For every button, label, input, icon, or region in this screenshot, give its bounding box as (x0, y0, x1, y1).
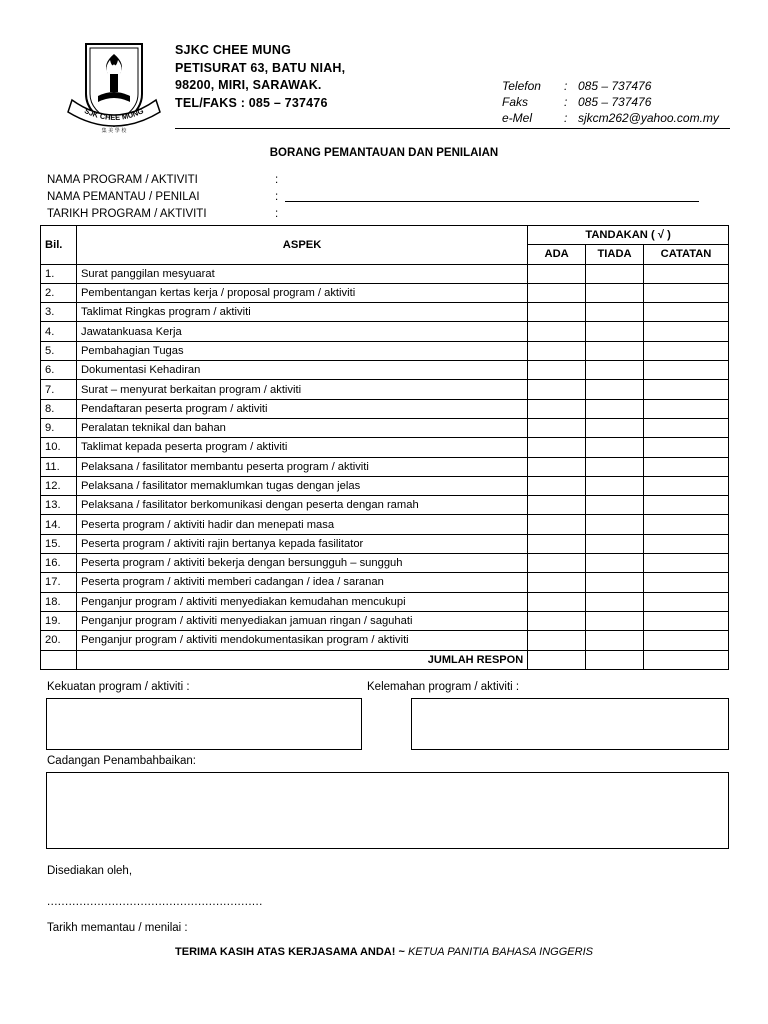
row-number: 14. (41, 515, 77, 534)
contact-row (502, 78, 719, 94)
row-tiada-cell[interactable] (586, 496, 644, 515)
row-ada-cell[interactable] (528, 303, 586, 322)
row-aspek: Peserta program / aktiviti rajin bertanya kepada fasilitator (76, 534, 527, 553)
table-row (41, 534, 729, 553)
logo-text: SJK CHEE MUNG (83, 106, 145, 123)
row-tiada-cell[interactable] (586, 264, 644, 283)
row-number: 15. (41, 534, 77, 553)
row-ada-cell[interactable] (528, 418, 586, 437)
contact-sep: : (564, 79, 568, 93)
field-label: TARIKH PROGRAM / AKTIVITI (47, 207, 207, 220)
aspek-table (40, 225, 729, 670)
field-colon: : (275, 173, 279, 186)
table-row (41, 611, 729, 630)
row-catatan-cell[interactable] (644, 573, 729, 592)
row-catatan-cell[interactable] (644, 631, 729, 650)
signature-line[interactable]: ............................................................ (47, 896, 263, 908)
row-aspek: Pendaftaran peserta program / aktiviti (76, 399, 527, 418)
row-ada-cell[interactable] (528, 631, 586, 650)
table-row (41, 303, 729, 322)
row-aspek: Taklimat Ringkas program / aktiviti (76, 303, 527, 322)
row-tiada-cell[interactable] (586, 380, 644, 399)
row-catatan-cell[interactable] (644, 418, 729, 437)
table-row (41, 264, 729, 283)
row-ada-cell[interactable] (528, 264, 586, 283)
row-catatan-cell[interactable] (644, 534, 729, 553)
col-ada-header: ADA (528, 245, 586, 264)
row-catatan-cell[interactable] (644, 303, 729, 322)
table-row (41, 476, 729, 495)
total-tiada-cell[interactable] (586, 650, 644, 669)
row-number: 5. (41, 341, 77, 360)
footer-role: KETUA PANITIA BAHASA INGGERIS (407, 946, 593, 958)
row-number: 6. (41, 361, 77, 380)
logo-subtext: 集 美 學 校 (101, 128, 127, 134)
kekuatan-box[interactable] (46, 698, 362, 750)
row-aspek: Pelaksana / fasilitator membantu peserta program / aktiviti (76, 457, 527, 476)
row-aspek: Surat – menyurat berkaitan program / aktiviti (76, 380, 527, 399)
row-ada-cell[interactable] (528, 592, 586, 611)
row-catatan-cell[interactable] (644, 554, 729, 573)
total-blank (41, 650, 77, 669)
contact-block (502, 78, 719, 126)
field-colon: : (275, 207, 279, 220)
contact-label: Telefon (502, 79, 541, 93)
table-row (41, 341, 729, 360)
row-aspek: Pelaksana / fasilitator berkomunikasi dengan peserta dengan ramah (76, 496, 527, 515)
form-fields (47, 171, 699, 222)
col-tandakan-header: TANDAKAN ( √ ) (528, 226, 729, 245)
table-row (41, 438, 729, 457)
form-title: BORANG PEMANTAUAN DAN PENILAIAN (269, 147, 499, 159)
contact-value: sjkcm262@yahoo.com.my (578, 111, 719, 125)
row-catatan-cell[interactable] (644, 592, 729, 611)
row-ada-cell[interactable] (528, 438, 586, 457)
table-row (41, 515, 729, 534)
kelemahan-box[interactable] (411, 698, 729, 750)
table-row (41, 496, 729, 515)
row-number: 8. (41, 399, 77, 418)
row-tiada-cell[interactable] (586, 457, 644, 476)
row-number: 7. (41, 380, 77, 399)
header-divider (175, 128, 730, 129)
row-catatan-cell[interactable] (644, 438, 729, 457)
table-row (41, 380, 729, 399)
total-row (41, 650, 729, 669)
row-ada-cell[interactable] (528, 573, 586, 592)
row-number: 11. (41, 457, 77, 476)
disediakan-label: Disediakan oleh, (47, 865, 133, 877)
field-colon: : (275, 190, 279, 203)
contact-row (502, 94, 719, 110)
row-tiada-cell[interactable] (586, 303, 644, 322)
row-ada-cell[interactable] (528, 554, 586, 573)
row-tiada-cell[interactable] (586, 573, 644, 592)
total-catatan-cell[interactable] (644, 650, 729, 669)
cadangan-box[interactable] (46, 772, 729, 849)
total-ada-cell[interactable] (528, 650, 586, 669)
table-row (41, 573, 729, 592)
row-aspek: Peserta program / aktiviti memberi cadangan / idea / saranan (76, 573, 527, 592)
row-tiada-cell[interactable] (586, 438, 644, 457)
row-catatan-cell[interactable] (644, 361, 729, 380)
school-address-1: PETISURAT 63, BATU NIAH, (175, 60, 346, 75)
row-ada-cell[interactable] (528, 361, 586, 380)
row-tiada-cell[interactable] (586, 611, 644, 630)
row-tiada-cell[interactable] (586, 418, 644, 437)
row-aspek: Surat panggilan mesyuarat (76, 264, 527, 283)
cadangan-label: Cadangan Penambahbaikan: (47, 755, 196, 767)
field-nama-program[interactable] (47, 171, 699, 188)
school-name: SJKC CHEE MUNG (175, 43, 292, 57)
row-number: 12. (41, 476, 77, 495)
field-label: NAMA PEMANTAU / PENILAI (47, 190, 200, 203)
contact-sep: : (564, 95, 568, 109)
row-ada-cell[interactable] (528, 476, 586, 495)
row-ada-cell[interactable] (528, 322, 586, 341)
row-number: 4. (41, 322, 77, 341)
row-aspek: Taklimat kepada peserta program / aktiviti (76, 438, 527, 457)
row-tiada-cell[interactable] (586, 322, 644, 341)
row-number: 2. (41, 283, 77, 302)
row-tiada-cell[interactable] (586, 283, 644, 302)
row-catatan-cell[interactable] (644, 476, 729, 495)
footer-note (0, 946, 768, 958)
field-underline[interactable] (285, 192, 699, 202)
row-ada-cell[interactable] (528, 283, 586, 302)
row-tiada-cell[interactable] (586, 631, 644, 650)
table-row (41, 457, 729, 476)
row-aspek: Penganjur program / aktiviti menyediakan jamuan ringan / saguhati (76, 611, 527, 630)
col-catatan-header: CATATAN (644, 245, 729, 264)
school-info (175, 42, 345, 112)
table-row (41, 399, 729, 418)
row-aspek: Peserta program / aktiviti bekerja dengan bersungguh – sungguh (76, 554, 527, 573)
row-catatan-cell[interactable] (644, 399, 729, 418)
row-ada-cell[interactable] (528, 341, 586, 360)
total-label: JUMLAH RESPON (76, 650, 527, 669)
row-tiada-cell[interactable] (586, 361, 644, 380)
row-catatan-cell[interactable] (644, 496, 729, 515)
row-catatan-cell[interactable] (644, 322, 729, 341)
row-number: 16. (41, 554, 77, 573)
row-catatan-cell[interactable] (644, 341, 729, 360)
field-label: NAMA PROGRAM / AKTIVITI (47, 173, 198, 186)
contact-label: Faks (502, 95, 529, 109)
contact-label: e-Mel (502, 111, 533, 125)
kekuatan-label: Kekuatan program / aktiviti : (47, 681, 190, 693)
row-ada-cell[interactable] (528, 380, 586, 399)
tarikh-menilai-label: Tarikh memantau / menilai : (47, 922, 188, 934)
kelemahan-label: Kelemahan program / aktiviti : (367, 681, 520, 693)
row-aspek: Pembentangan kertas kerja / proposal program / aktiviti (76, 283, 527, 302)
row-aspek: Peserta program / aktiviti hadir dan menepati masa (76, 515, 527, 534)
row-tiada-cell[interactable] (586, 554, 644, 573)
col-bil-header: Bil. (41, 226, 77, 265)
row-number: 18. (41, 592, 77, 611)
contact-value: 085 – 737476 (578, 79, 652, 93)
row-catatan-cell[interactable] (644, 380, 729, 399)
row-number: 9. (41, 418, 77, 437)
row-number: 1. (41, 264, 77, 283)
row-catatan-cell[interactable] (644, 264, 729, 283)
table-row (41, 322, 729, 341)
col-tiada-header: TIADA (586, 245, 644, 264)
school-address-2: 98200, MIRI, SARAWAK. (175, 78, 322, 92)
row-tiada-cell[interactable] (586, 592, 644, 611)
field-nama-pemantau[interactable] (47, 188, 699, 205)
row-tiada-cell[interactable] (586, 534, 644, 553)
row-number: 13. (41, 496, 77, 515)
row-ada-cell[interactable] (528, 515, 586, 534)
contact-value: 085 – 737476 (578, 95, 652, 109)
row-catatan-cell[interactable] (644, 457, 729, 476)
school-logo (64, 38, 164, 136)
row-aspek: Penganjur program / aktiviti mendokumentasikan program / aktiviti (76, 631, 527, 650)
row-aspek: Dokumentasi Kehadiran (76, 361, 527, 380)
row-ada-cell[interactable] (528, 534, 586, 553)
row-aspek: Pembahagian Tugas (76, 341, 527, 360)
footer-thanks: TERIMA KASIH ATAS KERJASAMA ANDA! ~ (175, 946, 408, 958)
col-aspek-header: ASPEK (76, 226, 527, 265)
row-ada-cell[interactable] (528, 457, 586, 476)
row-ada-cell[interactable] (528, 496, 586, 515)
field-tarikh-program[interactable] (47, 205, 699, 222)
row-number: 3. (41, 303, 77, 322)
row-tiada-cell[interactable] (586, 476, 644, 495)
row-ada-cell[interactable] (528, 399, 586, 418)
row-tiada-cell[interactable] (586, 515, 644, 534)
row-catatan-cell[interactable] (644, 283, 729, 302)
row-aspek: Pelaksana / fasilitator memaklumkan tugas dengan jelas (76, 476, 527, 495)
table-row (41, 418, 729, 437)
row-number: 19. (41, 611, 77, 630)
row-catatan-cell[interactable] (644, 611, 729, 630)
row-aspek: Jawatankuasa Kerja (76, 322, 527, 341)
table-row (41, 631, 729, 650)
school-telfax: TEL/FAKS : 085 – 737476 (175, 95, 328, 110)
row-number: 10. (41, 438, 77, 457)
row-tiada-cell[interactable] (586, 341, 644, 360)
row-ada-cell[interactable] (528, 611, 586, 630)
table-row (41, 361, 729, 380)
row-aspek: Peralatan teknikal dan bahan (76, 418, 527, 437)
row-aspek: Penganjur program / aktiviti menyediakan kemudahan mencukupi (76, 592, 527, 611)
table-row (41, 592, 729, 611)
row-tiada-cell[interactable] (586, 399, 644, 418)
contact-sep: : (564, 111, 568, 125)
row-number: 17. (41, 573, 77, 592)
row-catatan-cell[interactable] (644, 515, 729, 534)
table-row (41, 283, 729, 302)
row-number: 20. (41, 631, 77, 650)
table-row (41, 554, 729, 573)
contact-row (502, 110, 719, 126)
